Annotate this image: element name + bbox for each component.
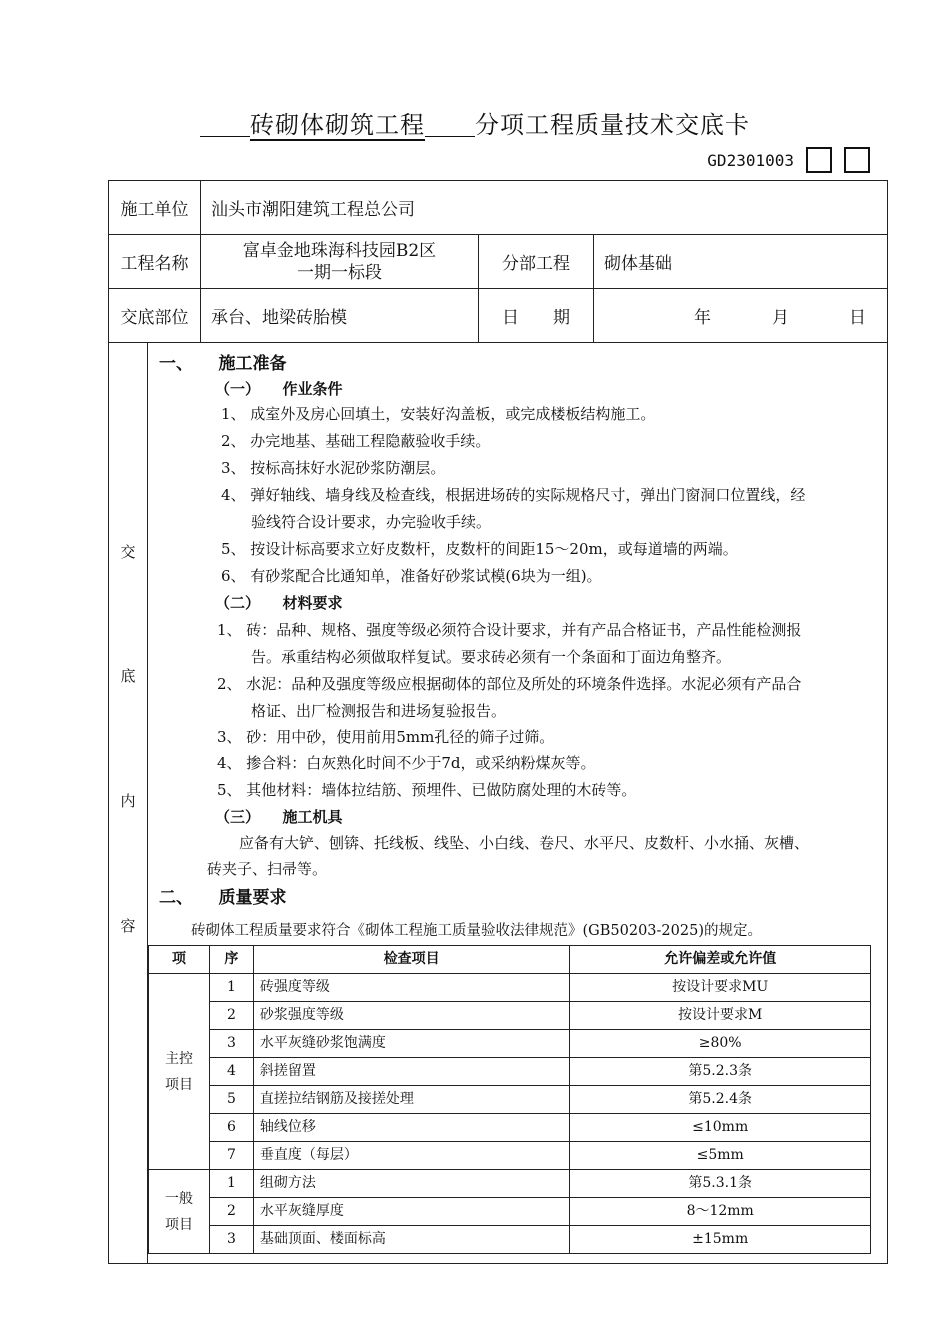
checkbox-2[interactable] <box>844 147 870 173</box>
cell-check: 垂直度（每层） <box>253 1142 570 1170</box>
cell-seq: 3 <box>209 1226 253 1254</box>
cell-seq: 7 <box>209 1142 253 1170</box>
sub1-item: 1、 成室外及房心回填土，安装好沟盖板，或完成楼板结构施工。 <box>221 405 656 423</box>
side-char-4: 容 <box>120 917 136 935</box>
cell-seq: 4 <box>209 1058 253 1086</box>
sub2-item: 4、 掺合料：白灰熟化时间不少于7d，或采纳粉煤灰等。 <box>217 754 596 772</box>
cell-check: 砖强度等级 <box>253 974 570 1002</box>
title-project: 砖砌体砌筑工程 <box>250 111 425 139</box>
section2-heading: 二、 质量要求 <box>159 888 287 908</box>
cell-tolerance: 第5.3.1条 <box>570 1170 871 1198</box>
table-row <box>149 1198 871 1226</box>
table-row <box>149 1058 871 1086</box>
sub1-item: 4、 弹好轴线、墙身线及检查线，根据进场砖的实际规格尺寸，弹出门窗洞口位置线，经 <box>221 486 806 504</box>
sub2-item: 3、 砂：用中砂，使用前用5mm孔径的筛子过筛。 <box>217 728 555 746</box>
project-value <box>201 235 479 288</box>
cell-check: 斜搓留置 <box>253 1058 570 1086</box>
cell-tolerance: 第5.2.3条 <box>570 1058 871 1086</box>
side-char-1: 交 <box>120 543 136 561</box>
date-year: 年 <box>694 308 711 328</box>
cell-check: 基础顶面、楼面标高 <box>253 1226 570 1254</box>
row-location <box>109 289 887 343</box>
sub3-line2: 砖夹子、扫帚等。 <box>207 860 328 878</box>
form-frame <box>108 180 888 1264</box>
cell-seq: 5 <box>209 1086 253 1114</box>
table-row <box>149 1030 871 1058</box>
cell-check: 组砌方法 <box>253 1170 570 1198</box>
cell-tolerance: ≥80% <box>570 1030 871 1058</box>
unit-value: 汕头市潮阳建筑工程总公司 <box>211 200 415 220</box>
th-seq: 序 <box>209 946 253 974</box>
sub1-item: 3、 按标高抹好水泥砂浆防潮层。 <box>221 459 446 477</box>
table-row <box>149 1170 871 1198</box>
sub2-heading: （二） 材料要求 <box>215 594 343 612</box>
sub3-heading: （三） 施工机具 <box>215 808 343 826</box>
cell-check: 轴线位移 <box>253 1114 570 1142</box>
section2-intro: 砖砌体工程质量要求符合《砌体工程施工质量验收法律规范》(GB50203-2025)的规定。 <box>191 923 762 939</box>
date-label: 日 期 <box>479 289 594 342</box>
title-suffix: 分项工程质量技术交底卡 <box>475 111 750 139</box>
division-value: 砌体基础 <box>604 254 672 274</box>
sub2-item: 2、 水泥：品种及强度等级应根据砌体的部位及所处的环境条件选择。水泥必须有产品合 <box>217 675 802 693</box>
side-label <box>109 343 148 1263</box>
project-value-line1: 富卓金地珠海科技园B2区 <box>242 240 437 261</box>
sub3-line1: 应备有大铲、刨锛、托线板、线坠、小白线、卷尺、水平尺、皮数杆、小水捅、灰槽、 <box>239 834 810 852</box>
date-month: 月 <box>772 308 789 328</box>
page-title <box>0 105 950 140</box>
doc-code-area <box>707 147 870 173</box>
quality-table <box>148 945 871 1254</box>
content-area <box>147 343 887 1263</box>
sub1-item: 6、 有砂浆配合比通知单，准备好砂浆试模(6块为一组)。 <box>221 567 602 585</box>
cell-tolerance: ±15mm <box>570 1226 871 1254</box>
group2-label-line1: 一般 <box>164 1190 193 1207</box>
cell-tolerance: 第5.2.4条 <box>570 1086 871 1114</box>
date-day: 日 <box>849 308 866 328</box>
group2-label-line2: 项目 <box>164 1216 193 1233</box>
checkbox-1[interactable] <box>806 147 832 173</box>
group1-label <box>149 974 210 1170</box>
division-label: 分部工程 <box>479 235 594 288</box>
side-char-3: 内 <box>120 792 136 810</box>
date-value <box>594 289 887 342</box>
table-row <box>149 1086 871 1114</box>
table-row <box>149 1114 871 1142</box>
table-row <box>149 1002 871 1030</box>
th-item: 项 <box>149 946 210 974</box>
table-row <box>149 974 871 1002</box>
location-label: 交底部位 <box>109 289 201 342</box>
cell-seq: 2 <box>209 1198 253 1226</box>
cell-tolerance: 8～12mm <box>570 1198 871 1226</box>
sub1-heading: （一） 作业条件 <box>215 380 343 398</box>
row-project <box>109 235 887 289</box>
row-unit <box>109 181 887 235</box>
sub1-item: 2、 办完地基、基础工程隐蔽验收手续。 <box>221 432 491 450</box>
group2-label <box>149 1170 210 1254</box>
side-char-2: 底 <box>120 667 136 685</box>
location-value: 承台、地梁砖胎模 <box>201 289 479 342</box>
unit-label: 施工单位 <box>109 181 201 234</box>
table-row <box>149 1142 871 1170</box>
group1-label-line1: 主控 <box>164 1050 193 1067</box>
sub1-item-cont: 验线符合设计要求，办完验收手续。 <box>251 513 492 531</box>
cell-seq: 3 <box>209 1030 253 1058</box>
cell-tolerance: ≤5mm <box>570 1142 871 1170</box>
cell-seq: 2 <box>209 1002 253 1030</box>
cell-check: 砂浆强度等级 <box>253 1002 570 1030</box>
th-tolerance: 允许偏差或允许值 <box>570 946 871 974</box>
sub2-item: 5、 其他材料：墙体拉结筋、预埋件、已做防腐处理的木砖等。 <box>217 781 637 799</box>
cell-tolerance: 按设计要求MU <box>570 974 871 1002</box>
project-label: 工程名称 <box>109 235 201 288</box>
cell-seq: 1 <box>209 974 253 1002</box>
cell-tolerance: ≤10mm <box>570 1114 871 1142</box>
sub2-item: 1、 砖：品种、规格、强度等级必须符合设计要求，并有产品合格证书，产品性能检测报 <box>217 621 802 639</box>
cell-seq: 6 <box>209 1114 253 1142</box>
doc-code: GD2301003 <box>707 150 794 170</box>
cell-check: 水平灰缝厚度 <box>253 1198 570 1226</box>
table-header-row <box>149 946 871 974</box>
sub2-item-cont: 告。承重结构必须做取样复试。要求砖必须有一个条面和丁面边角整齐。 <box>251 648 732 666</box>
th-check: 检查项目 <box>253 946 570 974</box>
cell-seq: 1 <box>209 1170 253 1198</box>
cell-tolerance: 按设计要求M <box>570 1002 871 1030</box>
table-row <box>149 1226 871 1254</box>
cell-check: 水平灰缝砂浆饱满度 <box>253 1030 570 1058</box>
section1-heading: 一、 施工准备 <box>159 354 287 374</box>
project-value-line2: 一期一标段 <box>297 262 382 283</box>
sub2-item-cont: 格证、出厂检测报告和进场复验报告。 <box>251 702 507 720</box>
group1-label-line2: 项目 <box>164 1076 193 1093</box>
sub1-item: 5、 按设计标高要求立好皮数杆，皮数杆的间距15～20m，或每道墙的两端。 <box>221 540 738 558</box>
cell-check: 直搓拉结钢筋及接搓处理 <box>253 1086 570 1114</box>
